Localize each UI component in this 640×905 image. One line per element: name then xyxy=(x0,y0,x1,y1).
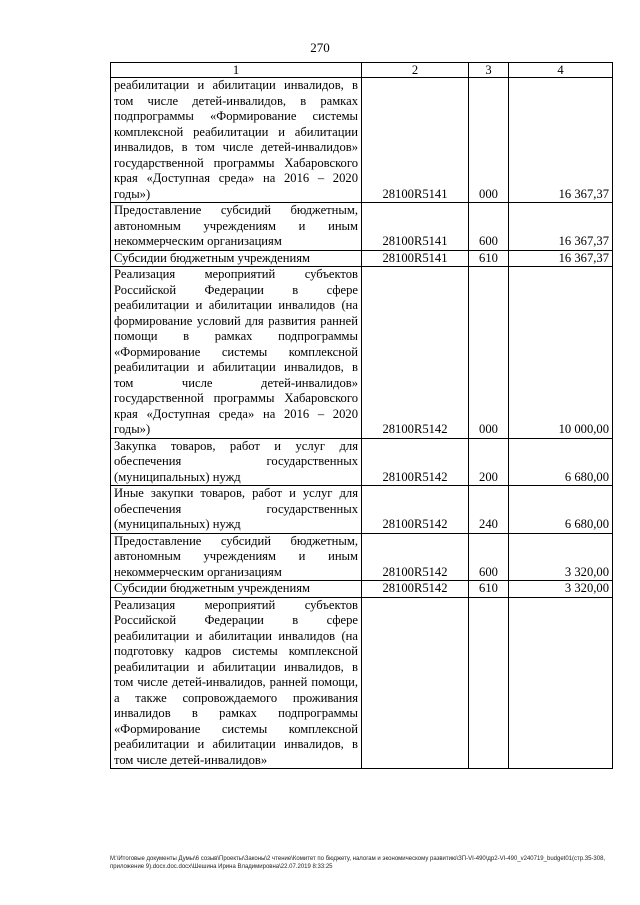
expense-type xyxy=(469,597,509,769)
item-name: Иные закупки товаров, работ и услуг для обеспечения государственных (муниципальных) нужд xyxy=(111,486,362,534)
item-name: Субсидии бюджетным учреждениям xyxy=(111,250,362,267)
item-name: Предоставление субсидий бюджетным, автономным учреждениям и иным некоммерческим организациям xyxy=(111,203,362,251)
target-code: 28100R5141 xyxy=(362,78,469,203)
amount: 3 320,00 xyxy=(509,581,613,598)
item-name: Закупка товаров, работ и услуг для обеспечения государственных (муниципальных) нужд xyxy=(111,438,362,486)
amount: 3 320,00 xyxy=(509,533,613,581)
target-code xyxy=(362,597,469,769)
item-name: Субсидии бюджетным учреждениям xyxy=(111,581,362,598)
amount: 10 000,00 xyxy=(509,267,613,439)
table-header-row xyxy=(111,63,613,78)
table-row xyxy=(111,533,613,581)
expense-type: 600 xyxy=(469,203,509,251)
amount: 6 680,00 xyxy=(509,486,613,534)
amount: 16 367,37 xyxy=(509,78,613,203)
target-code: 28100R5142 xyxy=(362,267,469,439)
item-name: Реализация мероприятий субъектов Российской Федерации в сфере реабилитации и абилитации инвалидов (на подготовку кадров системы комплексной реабилитации и абилитации инвалидов, в том числе детей-инвалидов, ранней помощи, а также сопровождаемого проживания инвалидов в рамках подпрограммы «Формирование системы комплексной реабилитации и абилитации инвалидов, в том числе детей-инвалидов» xyxy=(111,597,362,769)
table-row xyxy=(111,250,613,267)
table-row xyxy=(111,267,613,439)
page-number: 270 xyxy=(310,40,330,55)
header-col-1: 1 xyxy=(111,63,362,78)
expense-type: 610 xyxy=(469,250,509,267)
target-code: 28100R5142 xyxy=(362,581,469,598)
expense-type: 000 xyxy=(469,78,509,203)
table-row xyxy=(111,438,613,486)
header-col-3: 3 xyxy=(469,63,509,78)
target-code: 28100R5142 xyxy=(362,486,469,534)
target-code: 28100R5142 xyxy=(362,533,469,581)
amount xyxy=(509,597,613,769)
table-row xyxy=(111,486,613,534)
amount: 16 367,37 xyxy=(509,250,613,267)
expense-type: 240 xyxy=(469,486,509,534)
target-code: 28100R5141 xyxy=(362,250,469,267)
table-row xyxy=(111,78,613,203)
table-row xyxy=(111,597,613,769)
expense-type: 600 xyxy=(469,533,509,581)
table-row xyxy=(111,581,613,598)
expense-type: 000 xyxy=(469,267,509,439)
item-name: Предоставление субсидий бюджетным, автономным учреждениям и иным некоммерческим организациям xyxy=(111,533,362,581)
header-col-4: 4 xyxy=(509,63,613,78)
table-row xyxy=(111,203,613,251)
target-code: 28100R5141 xyxy=(362,203,469,251)
header-col-2: 2 xyxy=(362,63,469,78)
footer-file-path: M:\Итоговые документы Думы\6 созыв\Проекты\Законы\2 чтение\Комитет по бюджету, налогам и экономическому развитию\ЗП-VI-490\др2-VI-490_v240719_budget01(стр.35-308, приложение 9).docx.doc.docx\Шешина Ирина Владимировна\22.07.2019 8:33:25 xyxy=(110,856,606,870)
amount: 6 680,00 xyxy=(509,438,613,486)
item-name: реабилитации и абилитации инвалидов, в том числе детей-инвалидов, в рамках подпрограммы «Формирование системы комплексной реабилитации и абилитации инвалидов, в том числе детей-инвалидов» государственной программы Хабаровского края «Доступная среда» на 2016 – 2020 годы») xyxy=(111,78,362,203)
target-code: 28100R5142 xyxy=(362,438,469,486)
expense-type: 200 xyxy=(469,438,509,486)
expense-type: 610 xyxy=(469,581,509,598)
item-name: Реализация мероприятий субъектов Российской Федерации в сфере реабилитации и абилитации инвалидов (на формирование условий для развития ранней помощи в рамках подпрограммы «Формирование системы комплексной реабилитации и абилитации инвалидов, в том числе детей-инвалидов» государственной программы Хабаровского края «Доступная среда» на 2016 – 2020 годы») xyxy=(111,267,362,439)
amount: 16 367,37 xyxy=(509,203,613,251)
budget-table xyxy=(110,62,613,769)
